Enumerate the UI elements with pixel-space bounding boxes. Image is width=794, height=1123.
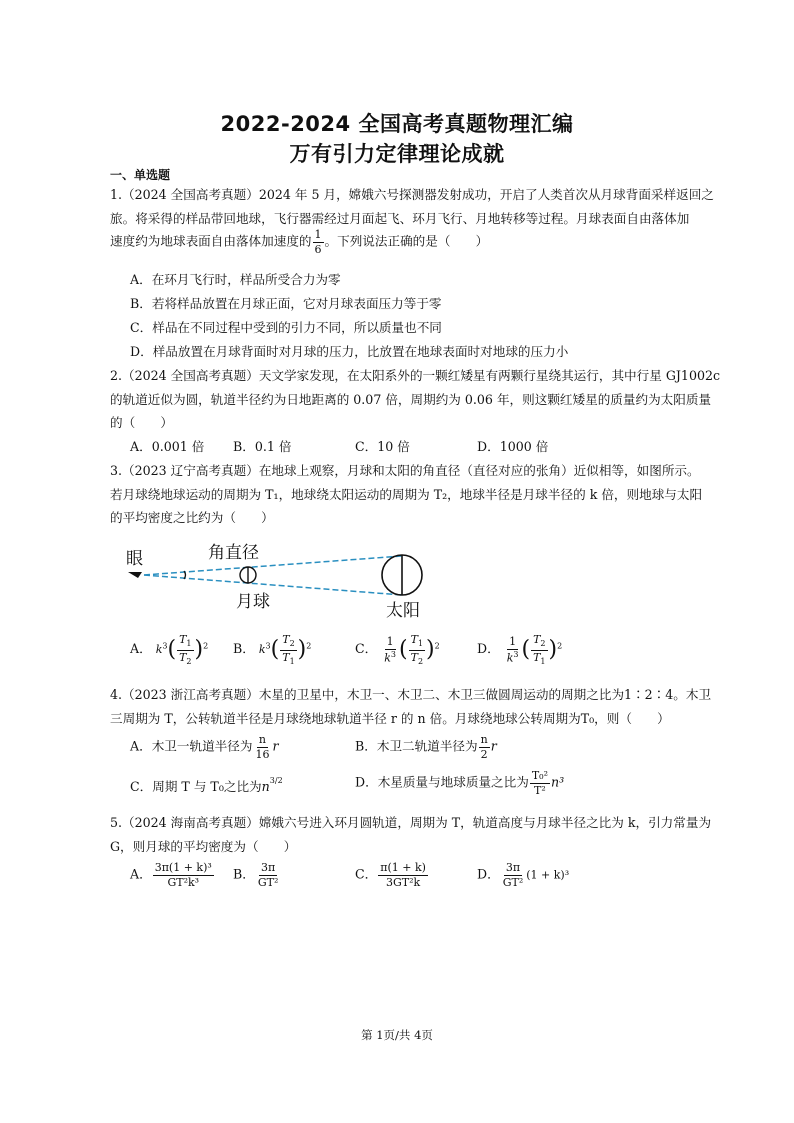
q4-line1: 4.（2023 浙江高考真题）木星的卫星中，木卫一、木卫二、木卫三做圆周运动的周期之比为1∶2∶4。木卫 — [110, 687, 712, 702]
q2-option-d: D．1000 倍 — [477, 439, 549, 454]
q2-line2: 的轨道近似为圆，轨道半径约为日地距离的 0.07 倍，周期约为 0.06 年，则这颗红矮星的质量约为太阳质量 — [110, 392, 712, 407]
q4-c-pre: C．周期 T 与 T₀之比为 — [130, 779, 262, 794]
fig-label-angle: 角直径 — [208, 543, 259, 563]
q5-b-num: 3π — [261, 861, 276, 874]
q3-option-b-label: B． — [233, 641, 255, 657]
lower-sight-line — [144, 575, 402, 595]
q3-option-c — [355, 634, 440, 666]
q5-d-post: (1 + k)³ — [526, 868, 570, 882]
q4-b-den: 2 — [480, 747, 488, 761]
q3-option-c-label: C． — [355, 641, 378, 657]
q3-option-d — [477, 634, 562, 666]
q1-frac-num: 1 — [314, 228, 322, 241]
q1-fraction — [313, 229, 324, 255]
q5-c-num: π(1 + k) — [380, 861, 426, 874]
q5-a-num: 3π(1 + k)³ — [154, 861, 212, 874]
q5-d-den: GT² — [502, 875, 524, 889]
eye-icon — [128, 572, 142, 578]
section-heading: 一、单选题 — [110, 168, 171, 182]
q5-line1: 5.（2024 海南高考真题）嫦娥六号进入环月圆轨道，周期为 T，轨道高度与月球半径之比为 k，引力常量为 — [110, 815, 712, 830]
angular-diameter-figure — [120, 538, 440, 622]
q4-option-a — [130, 734, 278, 760]
q3-d-expr: $\frac{1}{k^3}$ ( $\frac{T_2}{T_1}$ )$^2$ — [506, 633, 563, 666]
page-subtitle: 万有引力定律理论成就 — [289, 142, 505, 166]
q5-option-a — [130, 862, 215, 888]
q3-line1: 3.（2023 辽宁高考真题）在地球上观察，月球和太阳的角直径（直径对应的张角）近似相等，如图所示。 — [110, 463, 700, 478]
fig-label-sun: 太阳 — [386, 601, 420, 621]
q2-option-a: A．0.001 倍 — [130, 439, 205, 454]
page-title: 2022-2024 全国高考真题物理汇编 — [220, 112, 574, 136]
q3-option-a-label: A． — [130, 641, 152, 657]
q1-option-c: C．样品在不同过程中受到的引力不同，所以质量也不同 — [130, 320, 442, 335]
q5-d-num: 3π — [505, 861, 521, 874]
q5-option-b — [233, 862, 281, 888]
upper-sight-line — [144, 556, 402, 575]
q5-line2: G，则月球的平均密度为（ ） — [110, 839, 297, 854]
q2-line3: 的（ ） — [110, 415, 173, 430]
q5-b-label: B． — [233, 866, 255, 882]
q3-b-expr: $k^3$( $\frac{T_2}{T_1}$ )$^2$ — [258, 633, 312, 666]
q3-option-a — [130, 634, 208, 666]
q5-a-den: GT²k³ — [167, 875, 200, 889]
q5-b-den: GT² — [257, 875, 279, 889]
q1-frac-den: 6 — [314, 242, 322, 256]
q1-option-b: B．若将样品放置在月球正面，它对月球表面压力等于零 — [130, 296, 442, 311]
q4-d-post: n³ — [550, 774, 565, 790]
q4-line2: 三周期为 T，公转轨道半径是月球绕地球轨道半径 r 的 n 倍。月球绕地球公转周期为T₀，则（ ） — [110, 711, 670, 726]
q1-line3-pre: 速度约为地球表面自由落体加速度的 — [110, 233, 312, 249]
q4-option-d — [355, 770, 564, 796]
q1-option-a: A．在环月飞行时，样品所受合力为零 — [130, 272, 341, 287]
q5-c-label: C． — [355, 866, 378, 882]
q5-c-den: 3GT²k — [385, 875, 421, 889]
q4-a-den: 16 — [255, 747, 270, 761]
q4-b-pre: B．木卫二轨道半径为 — [355, 738, 478, 754]
q4-b-num: n — [480, 733, 488, 746]
fig-label-moon: 月球 — [236, 592, 270, 612]
q4-a-num: n — [258, 733, 266, 746]
q3-line2: 若月球绕地球运动的周期为 T₁，地球绕太阳运动的周期为 T₂，地球半径是月球半径的 k 倍，则地球与太阳 — [110, 487, 703, 502]
q4-option-c — [130, 776, 283, 795]
q4-d-pre: D．木星质量与地球质量之比为 — [355, 774, 529, 790]
q2-line1: 2.（2024 全国高考真题）天文学家发现，在太阳系外的一颗红矮星有两颗行星绕其运行，其中行星 GJ1002c — [110, 368, 721, 383]
q4-option-b — [355, 734, 497, 760]
q1-line3 — [110, 229, 488, 255]
q3-line3: 的平均密度之比约为（ ） — [110, 510, 274, 525]
q5-a-label: A． — [130, 866, 152, 882]
q4-d-den: T² — [534, 783, 546, 797]
q1-option-d: D．样品放置在月球背面时对月球的压力，比放置在地球表面时对地球的压力小 — [130, 344, 569, 359]
q2-option-b: B．0.1 倍 — [233, 439, 292, 454]
q5-option-d — [477, 862, 569, 888]
page-footer: 第 1页/共 4页 — [361, 1028, 433, 1042]
angle-arc — [184, 571, 186, 579]
q2-option-c: C．10 倍 — [355, 439, 410, 454]
q3-option-b — [233, 634, 311, 666]
q3-option-d-label: D． — [477, 641, 500, 657]
q3-a-expr: $k^3$( $\frac{T_1}{T_2}$ )$^2$ — [155, 633, 209, 666]
q4-c-exp: 3/2 — [269, 776, 283, 785]
q4-a-pre: A．木卫一轨道半径为 — [130, 738, 253, 754]
q3-c-expr: $\frac{1}{k^3}$ ( $\frac{T_1}{T_2}$ )$^2$ — [384, 633, 440, 666]
q1-line1: 1.（2024 全国高考真题）2024 年 5 月，嫦娥六号探测器发射成功，开启了人类首次从月球背面采样返回之 — [110, 187, 714, 202]
q1-line2: 旅。将采得的样品带回地球，飞行器需经过月面起飞、环月飞行、月地转移等过程。月球表面自由落体加 — [110, 211, 690, 226]
q4-a-post: r — [272, 738, 279, 754]
q4-c-base: n — [261, 779, 270, 794]
q4-b-post: r — [490, 738, 497, 754]
fig-label-eye: 眼 — [126, 549, 143, 569]
q5-d-label: D． — [477, 866, 500, 882]
q5-option-c — [355, 862, 429, 888]
q4-d-num: T₀² — [531, 769, 548, 782]
q1-line3-post: 。下列说法正确的是（ ） — [324, 233, 489, 249]
